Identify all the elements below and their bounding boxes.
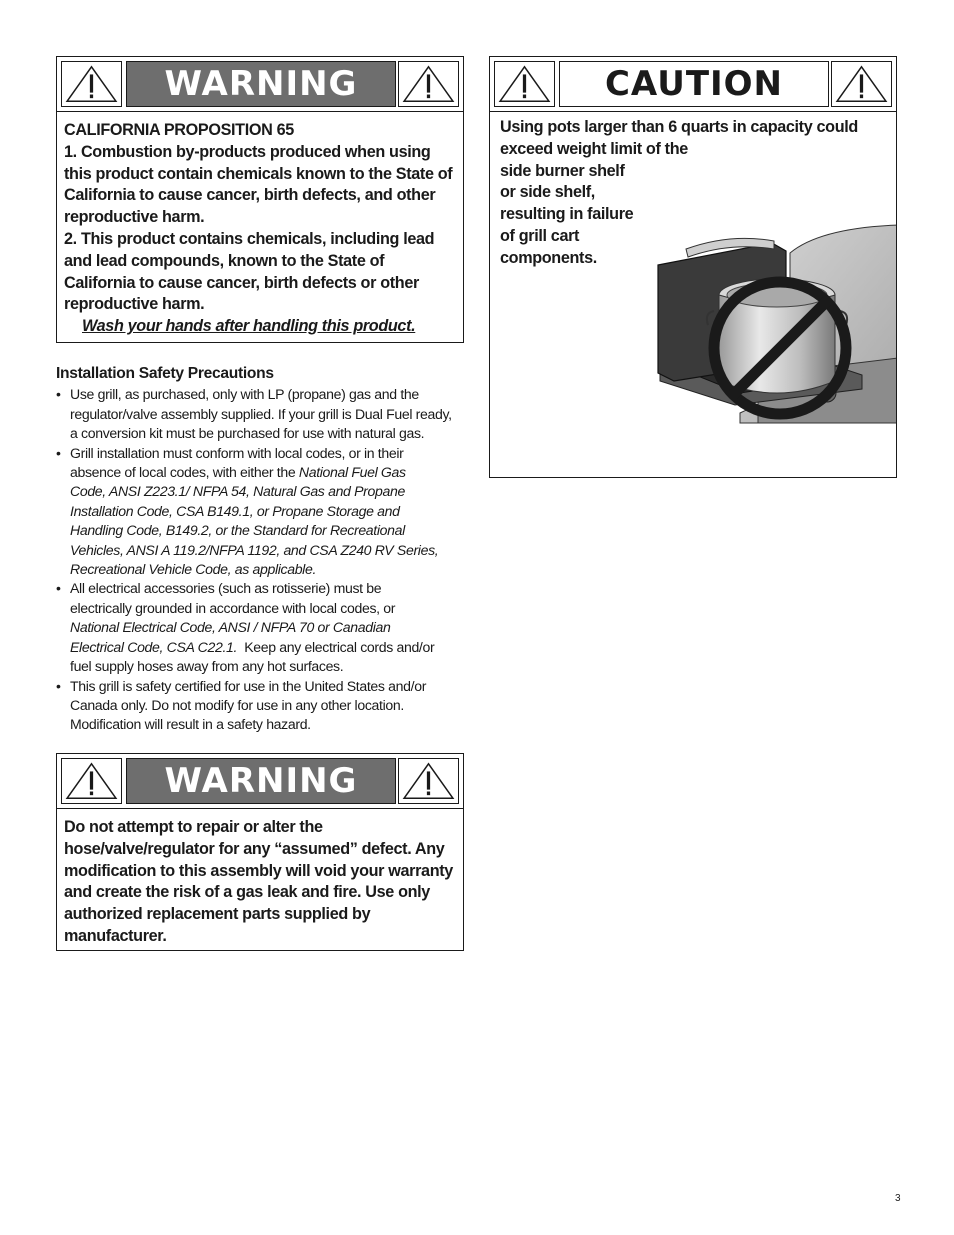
warning-box-prop65 xyxy=(56,56,464,343)
warning-line: authorized replacement parts supplied by xyxy=(64,905,371,924)
prop65-line: and lead compounds, known to the State of xyxy=(64,251,385,270)
caution-line: exceed weight limit of the xyxy=(500,139,688,158)
code-reference: Recreational Vehicle Code, as applicable. xyxy=(70,561,317,578)
caution-line: of grill cart xyxy=(500,226,580,245)
list-line: fuel supply hoses away from any hot surfaces. xyxy=(70,658,344,675)
list-line xyxy=(70,502,478,521)
list-text: Keep any electrical cords and/or xyxy=(237,638,435,655)
prop65-line: this product contain chemicals known to the State of xyxy=(64,164,453,183)
warning-triangle-icon xyxy=(61,758,122,804)
bullet: • xyxy=(56,677,61,694)
list-line: electrically grounded in accordance with local codes, or xyxy=(70,599,396,616)
prop65-line: California to cause cancer, birth defects or other xyxy=(64,273,419,292)
list-line xyxy=(70,638,478,657)
prop65-line: 2. This product contains chemicals, including lead xyxy=(64,229,435,248)
code-reference: National Electrical Code, ANSI / NFPA 70 or Canadian xyxy=(70,619,391,636)
caution-line: Using pots larger than 6 quarts in capacity could xyxy=(500,118,858,136)
caution-text xyxy=(500,117,870,270)
list-item xyxy=(56,579,478,676)
bullet: • xyxy=(56,386,61,403)
list-text: absence of local codes, with either the xyxy=(70,464,299,481)
precautions-list xyxy=(56,385,478,734)
section-title: Installation Safety Precautions xyxy=(56,365,274,382)
list-line: Modification will result in a safety hazard. xyxy=(70,716,311,733)
code-reference: National Fuel Gas xyxy=(298,464,406,481)
warning-banner: WARNING xyxy=(126,758,396,804)
hose-warning-text xyxy=(57,809,463,948)
list-line xyxy=(70,618,478,637)
list-line xyxy=(70,541,478,560)
list-item xyxy=(56,385,478,443)
list-line: a conversion kit must be purchased for use with natural gas. xyxy=(70,425,425,442)
caution-line: resulting in failure xyxy=(500,205,634,224)
warning-line: Do not attempt to repair or alter the xyxy=(64,818,323,836)
prop65-line: 1. Combustion by-products produced when using xyxy=(64,142,431,161)
wash-hands-note: Wash your hands after handling this product. xyxy=(82,317,416,336)
caution-line: components. xyxy=(500,248,597,267)
list-line xyxy=(70,463,478,482)
prop65-text xyxy=(57,112,463,338)
page-number: 3 xyxy=(895,1193,901,1204)
warning-triangle-icon xyxy=(398,758,459,804)
code-reference: Installation Code, CSA B149.1, or Propane Storage and xyxy=(70,502,400,519)
list-line: Use grill, as purchased, only with LP (propane) gas and the xyxy=(70,386,419,403)
warning-triangle-icon xyxy=(398,61,459,107)
caution-box xyxy=(489,56,897,478)
warning-line: manufacturer. xyxy=(64,926,167,945)
list-line: This grill is safety certified for use in the United States and/or xyxy=(70,677,427,694)
warning-banner: WARNING xyxy=(126,61,396,107)
warning-header xyxy=(57,754,463,809)
warning-triangle-icon xyxy=(61,61,122,107)
list-line xyxy=(70,560,478,579)
prop65-line: California to cause cancer, birth defects, and other xyxy=(64,186,436,205)
prop65-heading: CALIFORNIA PROPOSITION 65 xyxy=(64,121,294,139)
caution-line: side burner shelf xyxy=(500,161,625,180)
prop65-line: reproductive harm. xyxy=(64,208,205,227)
code-reference: Handling Code, B149.2, or the Standard for Recreational xyxy=(70,522,405,539)
list-line: All electrical accessories (such as rotisserie) must be xyxy=(70,580,382,597)
warning-box-hose xyxy=(56,753,464,951)
caution-line: or side shelf, xyxy=(500,183,595,202)
warning-header xyxy=(57,57,463,112)
installation-safety-section xyxy=(56,364,478,735)
list-line: Canada only. Do not modify for use in any other location. xyxy=(70,696,404,713)
bullet: • xyxy=(56,444,61,461)
list-line: regulator/valve assembly supplied. If your grill is Dual Fuel ready, xyxy=(70,405,452,422)
list-line xyxy=(70,521,478,540)
code-reference: Vehicles, ANSI A 119.2/NFPA 1192, and CSA Z240 RV Series, xyxy=(70,541,439,558)
list-line: Grill installation must conform with local codes, or in their xyxy=(70,444,404,461)
warning-line: modification to this assembly will void your warranty xyxy=(64,861,453,880)
code-reference: Code, ANSI Z223.1/ NFPA 54, Natural Gas and Propane xyxy=(70,483,405,500)
caution-banner: CAUTION xyxy=(559,61,829,107)
warning-line: hose/valve/regulator for any “assumed” defect. Any xyxy=(64,839,445,858)
prop65-line: reproductive harm. xyxy=(64,295,205,314)
list-item xyxy=(56,444,478,580)
list-item xyxy=(56,677,478,735)
warning-line: and create the risk of a gas leak and fire. Use only xyxy=(64,883,430,902)
code-reference: Electrical Code, CSA C22.1. xyxy=(70,638,238,655)
bullet: • xyxy=(56,580,61,597)
list-line xyxy=(70,482,478,501)
